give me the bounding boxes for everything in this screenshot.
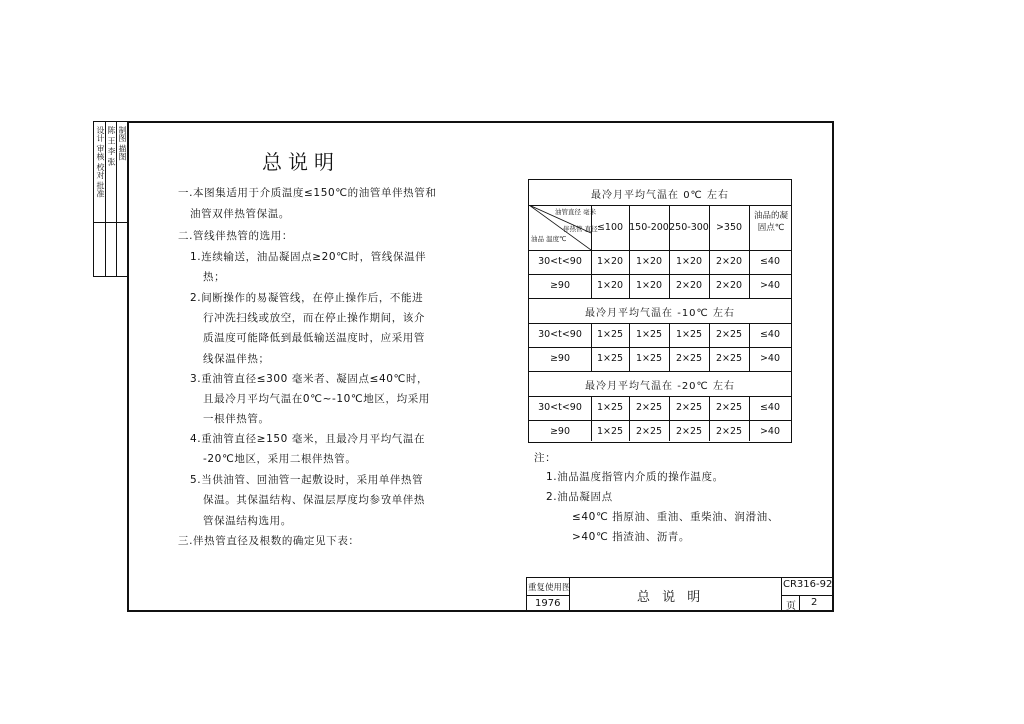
table-cell: 2×20 bbox=[675, 280, 703, 291]
note-line: -20℃地区，采用二根伴热管。 bbox=[203, 453, 357, 465]
note-line: 且最冷月平均气温在0℃~-10℃地区，均采用 bbox=[203, 393, 430, 405]
note-line: 管保温结构选用。 bbox=[203, 515, 292, 527]
col-header-solidify: 油品的凝固点℃ bbox=[753, 211, 788, 233]
drawing-title: 总 说 明 bbox=[637, 590, 705, 605]
note-line: 二.管线伴热管的选用： bbox=[178, 230, 293, 242]
table-cell: 2×25 bbox=[675, 353, 703, 364]
page-label: 页 bbox=[786, 601, 796, 612]
table-cell: 2×25 bbox=[715, 402, 743, 413]
title-block bbox=[526, 577, 834, 612]
table-cell: 1×25 bbox=[596, 426, 624, 437]
footnote-item: 2.油品凝固点 bbox=[546, 491, 613, 503]
table-cell: ≤40 bbox=[759, 329, 781, 340]
row-temp-label: ≥90 bbox=[549, 426, 571, 437]
table-cell: 2×25 bbox=[635, 426, 663, 437]
title-block-rule bbox=[799, 595, 800, 612]
col-header: 150-200 bbox=[629, 222, 669, 233]
header-diag-mid: 伴热管 直径 bbox=[563, 225, 598, 233]
table-cell: 2×25 bbox=[715, 426, 743, 437]
table-cell: 2×25 bbox=[675, 402, 703, 413]
table-cell: 1×25 bbox=[635, 353, 663, 364]
table-cell: 1×20 bbox=[596, 280, 624, 291]
table-rule bbox=[529, 323, 791, 324]
note-line: 2.间断操作的易凝管线，在停止操作后，不能进 bbox=[190, 292, 424, 304]
col-header: >350 bbox=[715, 222, 743, 233]
col-header: 250-300 bbox=[669, 222, 709, 233]
binding-strip bbox=[93, 121, 127, 277]
table-rule bbox=[529, 371, 791, 372]
note-line: 线保温伴热； bbox=[203, 353, 270, 365]
table-cell: 2×20 bbox=[715, 256, 743, 267]
note-line: 质温度可能降低到最低输送温度时，应采用管 bbox=[203, 332, 425, 344]
row-temp-label: ≥90 bbox=[549, 353, 571, 364]
table-rule bbox=[529, 250, 791, 251]
heat-tracing-table bbox=[528, 179, 792, 443]
reuse-label: 重复使用图 bbox=[528, 583, 571, 593]
note-line: 三.伴热管直径及根数的确定见下表： bbox=[178, 535, 360, 547]
table-cell: 2×25 bbox=[715, 353, 743, 364]
strip-text-2: 陈 王 李 张 bbox=[107, 126, 116, 166]
section-title: 最冷月平均气温在 -10℃ 左右 bbox=[585, 308, 735, 319]
note-line: 一根伴热管。 bbox=[203, 413, 270, 425]
header-diag-top: 油管直径 毫米 bbox=[555, 208, 597, 216]
page-number: 2 bbox=[811, 597, 818, 608]
note-line: 5.当供油管、回油管一起敷设时，采用单伴热管 bbox=[190, 474, 424, 486]
page-title: 总说明 bbox=[262, 150, 340, 174]
table-rule bbox=[529, 396, 791, 397]
footnote-sub: >40℃ 指渣油、沥青。 bbox=[572, 531, 690, 543]
table-rule bbox=[529, 274, 791, 275]
table-cell: ≤40 bbox=[759, 256, 781, 267]
year: 1976 bbox=[535, 598, 561, 609]
strip-text-3: 制图 描图 bbox=[118, 126, 127, 161]
note-line: 行冲洗扫线或放空，而在停止操作期间，该介 bbox=[203, 312, 425, 324]
footnote-item: 1.油品温度指管内介质的操作温度。 bbox=[546, 471, 724, 483]
footnote-sub: ≤40℃ 指原油、重油、重柴油、润滑油、 bbox=[572, 511, 779, 523]
table-cell: 1×20 bbox=[596, 256, 624, 267]
footnote-heading: 注： bbox=[534, 452, 557, 464]
table-cell: 2×20 bbox=[715, 280, 743, 291]
strip-text-1: 设计 审核 校对 批准 bbox=[96, 126, 105, 198]
table-cell: 1×20 bbox=[675, 256, 703, 267]
table-cell: >40 bbox=[759, 280, 781, 291]
table-cell: 1×25 bbox=[596, 353, 624, 364]
col-header: ≤100 bbox=[596, 222, 624, 233]
header-diag-bot: 油品 温度℃ bbox=[531, 235, 567, 243]
table-rule bbox=[529, 298, 791, 299]
note-line: 保温。其保温结构、保温层厚度均参攷单伴热 bbox=[203, 494, 425, 506]
table-cell: >40 bbox=[759, 426, 781, 437]
note-line: 4.重油管直径≥150 毫米，且最冷月平均气温在 bbox=[190, 433, 426, 445]
table-cell: 2×25 bbox=[675, 426, 703, 437]
table-cell: 2×25 bbox=[715, 329, 743, 340]
title-block-rule bbox=[781, 595, 833, 596]
row-temp-label: 30<t<90 bbox=[538, 256, 582, 267]
table-cell: 1×25 bbox=[675, 329, 703, 340]
table-rule bbox=[529, 420, 791, 421]
note-line: 油管双伴热管保温。 bbox=[190, 208, 290, 220]
section-title: 最冷月平均气温在 -20℃ 左右 bbox=[585, 381, 735, 392]
section-title: 最冷月平均气温在 0℃ 左右 bbox=[591, 190, 729, 201]
table-cell: 1×25 bbox=[596, 402, 624, 413]
table-cell: 1×20 bbox=[635, 280, 663, 291]
table-cell: 1×25 bbox=[635, 329, 663, 340]
note-line: 一.本图集适用于介质温度≤150℃的油管单伴热管和 bbox=[178, 187, 437, 199]
table-cell: >40 bbox=[759, 353, 781, 364]
table-cell: 1×25 bbox=[596, 329, 624, 340]
note-line: 1.连续输送，油品凝固点≥20℃时，管线保温伴 bbox=[190, 251, 427, 263]
drawing-number: CR316-92 bbox=[783, 579, 833, 590]
table-cell: 1×20 bbox=[635, 256, 663, 267]
note-line: 3.重油管直径≤300 毫米者、凝固点≤40℃时， bbox=[190, 373, 429, 385]
row-temp-label: 30<t<90 bbox=[538, 329, 582, 340]
table-cell: ≤40 bbox=[759, 402, 781, 413]
table-cell: 2×25 bbox=[635, 402, 663, 413]
note-line: 热； bbox=[203, 271, 226, 283]
row-temp-label: ≥90 bbox=[549, 280, 571, 291]
table-rule bbox=[529, 347, 791, 348]
row-temp-label: 30<t<90 bbox=[538, 402, 582, 413]
title-block-rule bbox=[527, 595, 569, 596]
